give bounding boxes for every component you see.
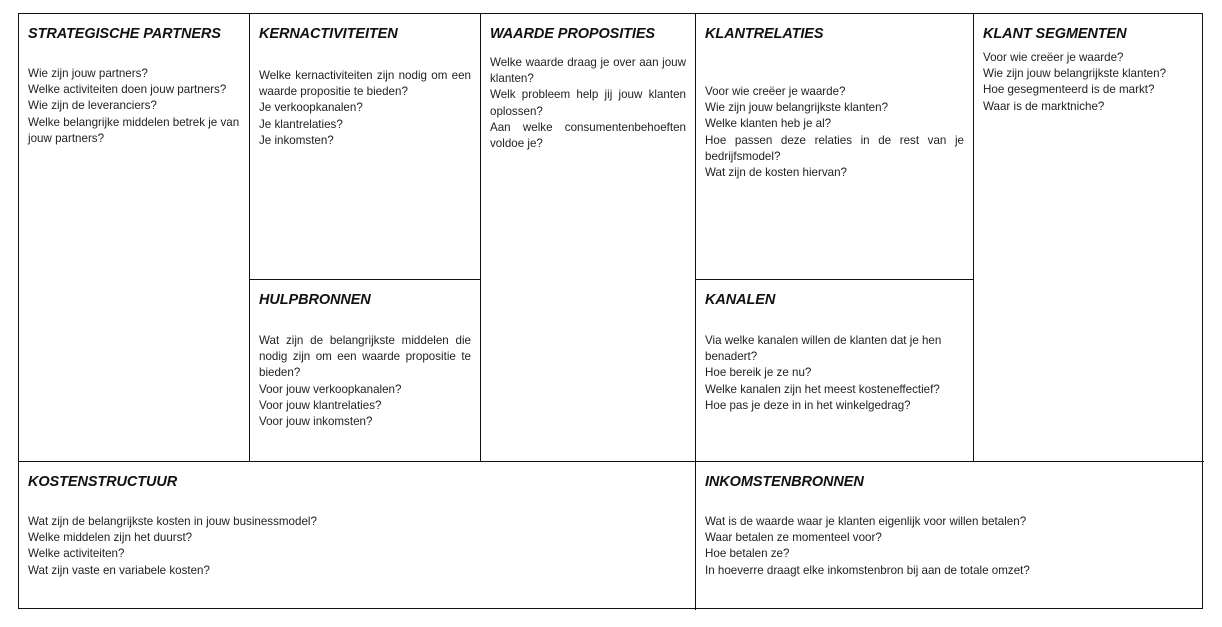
question: Voor wie creëer je waarde? — [705, 85, 846, 98]
question: Wat zijn de belangrijkste middelen die nodig zijn om een waarde propositie te bieden? — [259, 334, 471, 380]
revenue-streams-questions — [705, 514, 1195, 579]
question: Voor jouw klantrelaties? — [259, 398, 382, 412]
cost-structure-block — [19, 462, 695, 610]
question: Hoe bereik je ze nu? — [705, 366, 812, 380]
strategic-partners-block — [19, 14, 249, 461]
channels-questions — [705, 333, 964, 414]
customer-segments-questions — [983, 50, 1195, 115]
question: Voor wie creëer je waarde? — [983, 51, 1124, 64]
question: Aan welke consumentenbehoeften voldoe je? — [490, 120, 686, 151]
strategic-partners-title: STRATEGISCHE PARTNERS — [28, 26, 221, 42]
channels-block — [696, 280, 973, 461]
question: Wie zijn de leveranciers? — [28, 99, 157, 113]
question: Wie zijn jouw belangrijkste klanten? — [705, 101, 889, 115]
question: Welk probleem help jij jouw klanten oplossen? — [490, 88, 686, 118]
question: Voor jouw verkoopkanalen? — [259, 382, 402, 396]
question: Welke middelen zijn het duurst? — [28, 531, 193, 545]
cost-structure-title: KOSTENSTRUCTUUR — [28, 474, 178, 490]
question: Welke waarde draag je over aan jouw klanten? — [490, 56, 686, 86]
question: Hoe gesegmenteerd is de markt? — [983, 83, 1155, 97]
question: Welke belangrijke middelen betrek je van jouw partners? — [28, 115, 240, 145]
key-activities-questions — [259, 68, 471, 149]
business-model-canvas — [18, 13, 1203, 609]
revenue-streams-title: INKOMSTENBRONNEN — [705, 474, 864, 490]
customer-segments-block — [974, 14, 1204, 461]
key-resources-block — [250, 280, 480, 461]
strategic-partners-questions — [28, 66, 240, 147]
question: Wat zijn de belangrijkste kosten in jouw businessmodel? — [28, 515, 317, 528]
question: Wat zijn de kosten hiervan? — [705, 166, 847, 180]
key-activities-title: KERNACTIVITEITEN — [259, 26, 398, 42]
value-propositions-block — [481, 14, 695, 461]
question: Wie zijn jouw belangrijkste klanten? — [983, 67, 1167, 81]
question: In hoeverre draagt elke inkomstenbron bij aan de totale omzet? — [705, 563, 1030, 577]
question: Welke activiteiten? — [28, 547, 125, 561]
question: Hoe pas je deze in in het winkelgedrag? — [705, 398, 911, 412]
customer-relationships-title: KLANTRELATIES — [705, 26, 824, 42]
question: Wat is de waarde waar je klanten eigenlijk voor willen betalen? — [705, 515, 1027, 528]
question: Voor jouw inkomsten? — [259, 415, 373, 429]
question: Je klantrelaties? — [259, 117, 343, 131]
question: Hoe betalen ze? — [705, 547, 790, 561]
question: Je verkoopkanalen? — [259, 101, 363, 115]
revenue-streams-block — [696, 462, 1204, 610]
question: Wat zijn vaste en variabele kosten? — [28, 563, 210, 577]
question: Hoe passen deze relaties in de rest van je bedrijfsmodel? — [705, 133, 964, 163]
question: Waar betalen ze momenteel voor? — [705, 531, 882, 545]
question: Welke kernactiviteiten zijn nodig om een waarde propositie te bieden? — [259, 69, 471, 99]
question: Welke activiteiten doen jouw partners? — [28, 83, 227, 97]
cost-structure-questions — [28, 514, 686, 579]
customer-relationships-block — [696, 14, 973, 279]
question: Welke klanten heb je al? — [705, 117, 832, 131]
key-resources-title: HULPBRONNEN — [259, 292, 371, 308]
key-activities-block — [250, 14, 480, 279]
key-resources-questions — [259, 333, 471, 430]
question: Je inkomsten? — [259, 133, 334, 147]
question: Waar is de marktniche? — [983, 99, 1105, 113]
question: Welke kanalen zijn het meest kosteneffectief? — [705, 382, 940, 396]
customer-relationships-questions — [705, 84, 964, 181]
channels-title: KANALEN — [705, 292, 776, 308]
question: Wie zijn jouw partners? — [28, 67, 148, 80]
value-propositions-questions — [490, 55, 686, 152]
customer-segments-title: KLANT SEGMENTEN — [983, 26, 1127, 42]
value-propositions-title: WAARDE PROPOSITIES — [490, 26, 655, 42]
question: Via welke kanalen willen de klanten dat je hen benadert? — [705, 334, 942, 364]
